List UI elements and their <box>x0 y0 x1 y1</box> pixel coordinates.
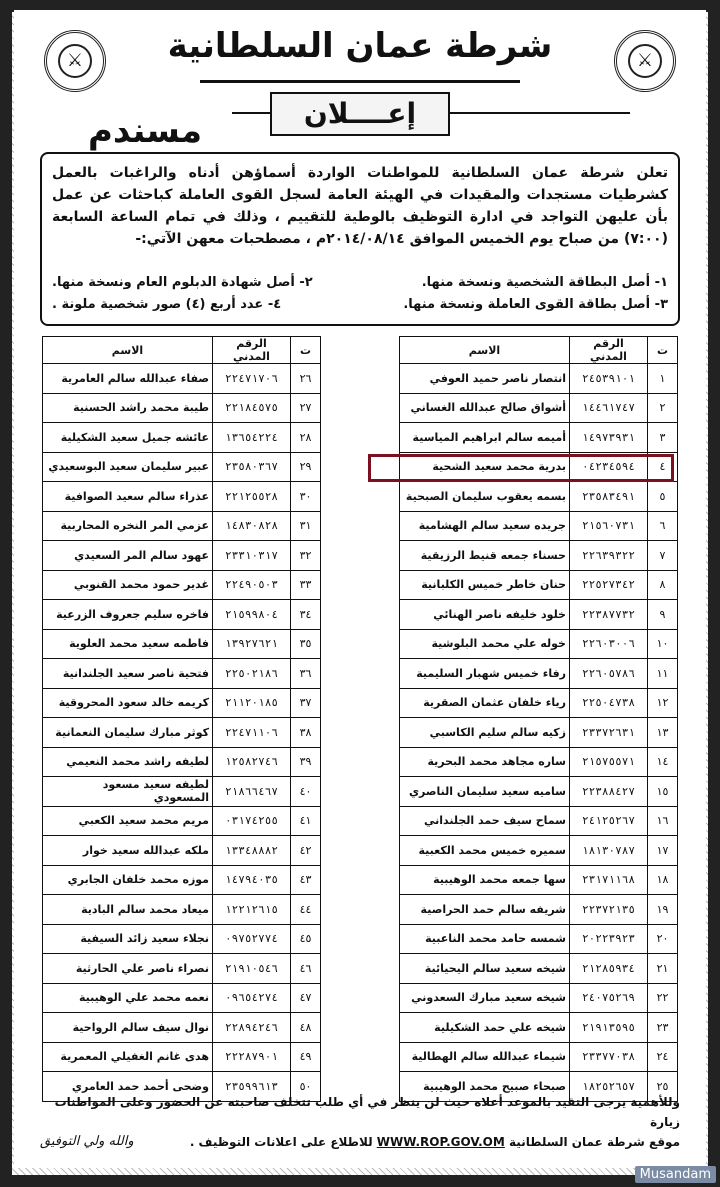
required-documents <box>52 272 668 316</box>
row-number: ٣٩ <box>291 747 321 777</box>
civil-number: ٢٢٢٨٧٩٠١ <box>213 1042 291 1072</box>
document-item: ٤- عدد أربع (٤) صور شخصية ملونة . <box>52 297 282 312</box>
table-row <box>43 600 321 630</box>
civil-number: ٢٢١٨٤٥٧٥ <box>213 393 291 423</box>
civil-number: ٢٢٦٣٩٣٢٢ <box>570 541 648 571</box>
person-name: وضحى أحمد حمد العامري <box>43 1072 213 1102</box>
table-row <box>43 747 321 777</box>
civil-number: ٢١٥٩٩٨٠٤ <box>213 600 291 630</box>
table-row <box>43 452 321 482</box>
table-row <box>43 688 321 718</box>
civil-number: ٢٤١٢٥٢٦٧ <box>570 806 648 836</box>
table-row <box>400 924 678 954</box>
person-name: كريمه خالد سعود المحروقية <box>43 688 213 718</box>
row-number: ٣٨ <box>291 718 321 748</box>
table-row <box>43 836 321 866</box>
civil-number: ٢٢٤٩٠٥٠٣ <box>213 570 291 600</box>
person-name: أشواق صالح عبدالله الغساني <box>400 393 570 423</box>
person-name: رياء خلفان عثمان الصقرية <box>400 688 570 718</box>
title-underline <box>200 80 520 83</box>
civil-number: ٢٠٢٢٣٩٢٣ <box>570 924 648 954</box>
footer-site-outro: للاطلاع على اعلانات التوظيف . <box>189 1135 373 1149</box>
table-row <box>400 364 678 394</box>
column-header-civil: الرقم المدني <box>213 337 291 364</box>
row-number: ٤٣ <box>291 865 321 895</box>
table-row <box>400 688 678 718</box>
civil-number: ٢٢١٢٥٥٢٨ <box>213 482 291 512</box>
row-number: ٣٣ <box>291 570 321 600</box>
person-name: شمسه حامد محمد الناعبية <box>400 924 570 954</box>
table-row <box>43 1042 321 1072</box>
civil-number: ١٨١٣٠٧٨٧ <box>570 836 648 866</box>
table-row <box>43 482 321 512</box>
civil-number: ١٣٦٥٤٢٢٤ <box>213 423 291 453</box>
row-number: ٤١ <box>291 806 321 836</box>
civil-number: ٢٤٥٣٩١٠١ <box>570 364 648 394</box>
row-number: ٤٨ <box>291 1013 321 1043</box>
person-name: جريده سعيد سالم الهشامية <box>400 511 570 541</box>
person-name: موزه محمد خلفان الجابري <box>43 865 213 895</box>
table-row <box>400 1042 678 1072</box>
table-row <box>43 924 321 954</box>
notice-paragraph: تعلن شرطة عمان السلطانية للمواطنات الواردة أسماؤهن أدناه والراغبات بالعمل كشرطيات مستجدات والمقيدات في الهيئة العامة لسجل القوى العاملة كباحثات عن عمل بأن عليهن التواجد في ادارة التوظيف بالوطية للتقييم ، وذلك في تمام الساعة السابعة (٧:٠٠) من صباح يوم الخميس الموافق ٢٠١٤/٠٨/١٤م ، مصطحبات معهن الآتي:- <box>52 165 668 247</box>
table-row <box>43 954 321 984</box>
row-number: ٢٣ <box>648 1013 678 1043</box>
website-link[interactable]: WWW.ROP.GOV.OM <box>376 1135 505 1149</box>
table-row <box>43 777 321 807</box>
table-row <box>400 570 678 600</box>
footer-site-intro: موقع شرطة عمان السلطانية <box>509 1135 680 1149</box>
documents-row <box>52 272 668 294</box>
table-row <box>43 895 321 925</box>
civil-number: ٢١١٢٠١٨٥ <box>213 688 291 718</box>
civil-number: ٢٣٥٨٣٤٩١ <box>570 482 648 512</box>
table-row <box>43 659 321 689</box>
row-number: ١ <box>648 364 678 394</box>
civil-number: ١٣٩٢٧٦٢١ <box>213 629 291 659</box>
announcement-heading: إعــــلان <box>270 92 450 136</box>
civil-number: ١٣٣٤٨٨٨٢ <box>213 836 291 866</box>
person-name: أميمه سالم ابراهيم المياسية <box>400 423 570 453</box>
row-number: ٢٥ <box>648 1072 678 1102</box>
person-name: انتصار ناصر حميد العوفي <box>400 364 570 394</box>
person-name: مريم محمد سعيد الكعبي <box>43 806 213 836</box>
row-number: ٧ <box>648 541 678 571</box>
column-header-name: الاسم <box>400 337 570 364</box>
civil-number: ٢٣٣٧٧٠٣٨ <box>570 1042 648 1072</box>
person-name: سميره خميس محمد الكعبية <box>400 836 570 866</box>
row-number: ٤٠ <box>291 777 321 807</box>
person-name: ملكه عبدالله سعيد خوار <box>43 836 213 866</box>
civil-number: ٢٢٨٩٤٢٤٦ <box>213 1013 291 1043</box>
civil-number: ٢٣٥٩٩٦١٣ <box>213 1072 291 1102</box>
table-row <box>400 541 678 571</box>
civil-number: ١٢٥٨٢٧٤٦ <box>213 747 291 777</box>
table-row <box>43 393 321 423</box>
civil-number: ١٤٩٧٣٩٣١ <box>570 423 648 453</box>
row-number: ٣ <box>648 423 678 453</box>
civil-number: ٢٢٤٧١١٠٦ <box>213 718 291 748</box>
row-number: ٤٩ <box>291 1042 321 1072</box>
row-number: ٢٧ <box>291 393 321 423</box>
row-number: ١٢ <box>648 688 678 718</box>
column-header-civil: الرقم المدني <box>570 337 648 364</box>
footer-line-2-text <box>190 1132 680 1152</box>
table-header-row <box>43 337 321 364</box>
table-row <box>400 836 678 866</box>
row-number: ٢ <box>648 393 678 423</box>
table-row <box>43 1013 321 1043</box>
row-number: ٢٤ <box>648 1042 678 1072</box>
row-number: ١٠ <box>648 629 678 659</box>
civil-number: ٢٣٥٨٠٣٦٧ <box>213 452 291 482</box>
table-row <box>43 423 321 453</box>
civil-number: ٢٢٣٧٢١٣٥ <box>570 895 648 925</box>
person-name: شيخه علي حمد الشكيلية <box>400 1013 570 1043</box>
row-number: ٢٠ <box>648 924 678 954</box>
table-row <box>43 718 321 748</box>
table-row <box>400 393 678 423</box>
person-name: زكيه سالم سليم الكاسبي <box>400 718 570 748</box>
person-name: نوال سيف سالم الرواحية <box>43 1013 213 1043</box>
row-number: ٥٠ <box>291 1072 321 1102</box>
rop-emblem-left <box>44 30 106 92</box>
person-name: عائشه جميل سعيد الشكيلية <box>43 423 213 453</box>
person-name: فتحية ناصر سعيد الجلندانية <box>43 659 213 689</box>
document-item: ٢- أصل شهادة الدبلوم العام ونسخة منها. <box>52 275 313 290</box>
row-number: ٣٤ <box>291 600 321 630</box>
row-number: ٢٢ <box>648 983 678 1013</box>
civil-number: ١٨٢٥٢٦٥٧ <box>570 1072 648 1102</box>
row-number: ١٤ <box>648 747 678 777</box>
person-name: غدير حمود محمد القنوبي <box>43 570 213 600</box>
region-label: مسندم <box>60 104 230 158</box>
table-row <box>400 777 678 807</box>
person-name: شيخه سعيد سالم اليحيائية <box>400 954 570 984</box>
table-row <box>400 423 678 453</box>
column-header-no: ت <box>648 337 678 364</box>
civil-number: ٢٣٣١٠٣١٧ <box>213 541 291 571</box>
civil-number: ٢١٥٧٥٥٧١ <box>570 747 648 777</box>
table-row <box>43 865 321 895</box>
row-number: ٢١ <box>648 954 678 984</box>
row-number: ١١ <box>648 659 678 689</box>
civil-number: ٢٤٠٧٥٢٦٩ <box>570 983 648 1013</box>
table-row <box>400 747 678 777</box>
row-number: ٢٦ <box>291 364 321 394</box>
table-row <box>43 541 321 571</box>
civil-number: ٢٢٣٨٨٤٢٧ <box>570 777 648 807</box>
civil-number: ١٤٧٩٤٠٣٥ <box>213 865 291 895</box>
person-name: هدى غانم الغفيلي المعمرية <box>43 1042 213 1072</box>
civil-number: ٢٢٥٢٧٣٤٢ <box>570 570 648 600</box>
person-name: خلود خليفه ناصر الهنائي <box>400 600 570 630</box>
names-table-right <box>399 336 678 1102</box>
closing-signature: والله ولي التوفيق <box>40 1134 134 1149</box>
row-number: ٤٤ <box>291 895 321 925</box>
person-name: بسمه يعقوب سليمان الصبحية <box>400 482 570 512</box>
person-name: صفاء عبدالله سالم العامرية <box>43 364 213 394</box>
civil-number: ٢٢٦٠٣٠٠٦ <box>570 629 648 659</box>
person-name: حنان خاطر خميس الكلبانية <box>400 570 570 600</box>
table-row <box>43 364 321 394</box>
table-row <box>400 600 678 630</box>
civil-number: ١٤٨٣٠٨٢٨ <box>213 511 291 541</box>
table-row <box>400 983 678 1013</box>
row-number: ٣١ <box>291 511 321 541</box>
footer-note <box>40 1092 680 1149</box>
row-number: ١٥ <box>648 777 678 807</box>
table-row <box>400 629 678 659</box>
person-name: شريفه سالم حمد الحراصية <box>400 895 570 925</box>
civil-number: ٢١٨٦٦٤٦٧ <box>213 777 291 807</box>
row-number: ١٧ <box>648 836 678 866</box>
notice-box <box>40 152 680 326</box>
person-name: خوله علي محمد البلوشية <box>400 629 570 659</box>
civil-number: ٢١٩١٣٥٩٥ <box>570 1013 648 1043</box>
row-number: ٣٠ <box>291 482 321 512</box>
crossed-swords-icon: ⚔ <box>58 44 92 78</box>
row-number: ٣٢ <box>291 541 321 571</box>
civil-number: ٢٢٦٠٥٧٨٦ <box>570 659 648 689</box>
names-table-left <box>42 336 321 1102</box>
row-number: ٤٢ <box>291 836 321 866</box>
person-name: فاطمه سعيد محمد العلوية <box>43 629 213 659</box>
person-name: صبحاء صبيح محمد الوهيبية <box>400 1072 570 1102</box>
row-number: ٨ <box>648 570 678 600</box>
table-row <box>400 1013 678 1043</box>
column-header-no: ت <box>291 337 321 364</box>
table-row <box>43 806 321 836</box>
table-row <box>400 718 678 748</box>
person-name: عزمي المر النخره المحاربية <box>43 511 213 541</box>
row-number: ٤٦ <box>291 954 321 984</box>
person-name: ساره مجاهد محمد البحرية <box>400 747 570 777</box>
person-name: سماح سيف حمد الجلنداني <box>400 806 570 836</box>
row-number: ١٣ <box>648 718 678 748</box>
row-number: ٣٥ <box>291 629 321 659</box>
civil-number: ٠٩٦٥٤٢٧٤ <box>213 983 291 1013</box>
civil-number: ٢٢٤٧١٧٠٦ <box>213 364 291 394</box>
civil-number: ٠٣١٧٤٢٥٥ <box>213 806 291 836</box>
documents-row <box>52 294 668 316</box>
civil-number: ٢١٢٨٥٩٣٤ <box>570 954 648 984</box>
table-row <box>400 806 678 836</box>
rop-emblem-right <box>614 30 676 92</box>
person-name: فاخره سليم جعروف الزرعية <box>43 600 213 630</box>
row-number: ٦ <box>648 511 678 541</box>
civil-number: ٠٤٢٣٤٥٩٤ <box>570 452 648 482</box>
person-name: شيماء عبدالله سالم الهطالية <box>400 1042 570 1072</box>
person-name: حسناء جمعه قنيط الرزيقية <box>400 541 570 571</box>
row-number: ٩ <box>648 600 678 630</box>
person-name: لطيفه سعيد مسعود المسعودي <box>43 777 213 807</box>
page-title: شرطة عمان السلطانية <box>167 26 553 66</box>
person-name: عذراء سالم سعيد الصوافية <box>43 482 213 512</box>
row-number: ٥ <box>648 482 678 512</box>
column-header-name: الاسم <box>43 337 213 364</box>
person-name: نعمه محمد علي الوهيبية <box>43 983 213 1013</box>
crossed-swords-icon: ⚔ <box>628 44 662 78</box>
table-row <box>43 570 321 600</box>
person-name: كوثر مبارك سليمان النعمانية <box>43 718 213 748</box>
table-row <box>400 511 678 541</box>
table-row <box>400 865 678 895</box>
person-name: طيبة محمد راشد الحسنية <box>43 393 213 423</box>
table-row <box>400 954 678 984</box>
person-name: بدرية محمد سعيد الشحية <box>400 452 570 482</box>
row-number: ٢٨ <box>291 423 321 453</box>
person-name: رفاء خميس شهبار السليمية <box>400 659 570 689</box>
person-name: سها جمعه محمد الوهيبية <box>400 865 570 895</box>
person-name: لطيفه راشد محمد النعيمي <box>43 747 213 777</box>
civil-number: ١٤٤٦١٧٤٧ <box>570 393 648 423</box>
row-number: ١٨ <box>648 865 678 895</box>
civil-number: ٢٢٣٨٧٧٣٢ <box>570 600 648 630</box>
document-item: ١- أصل البطاقة الشخصية ونسخة منها. <box>421 275 668 290</box>
row-number: ٣٦ <box>291 659 321 689</box>
table-row <box>400 895 678 925</box>
divider <box>450 112 630 114</box>
table-row <box>400 482 678 512</box>
watermark: Musandam <box>635 1166 716 1183</box>
table-row <box>43 511 321 541</box>
civil-number: ١٢٢١٢٦١٥ <box>213 895 291 925</box>
person-name: نصراء ناصر علي الحارثية <box>43 954 213 984</box>
row-number: ٤٥ <box>291 924 321 954</box>
table-row <box>400 659 678 689</box>
row-number: ٢٩ <box>291 452 321 482</box>
civil-number: ٢١٥٦٠٧٣١ <box>570 511 648 541</box>
footer-line-1: وللأهمية يرجى التقيد بالموعد أعلاه حيث لن ينظر في أي طلب تتخلف صاحبته عن الحضور وعلى المواطنات زيارة <box>54 1095 680 1129</box>
document-item: ٣- أصل بطاقة القوى العاملة ونسخة منها. <box>403 297 668 312</box>
person-name: عهود سالم المر السعيدي <box>43 541 213 571</box>
table-row <box>43 983 321 1013</box>
person-name: شيخه سعيد مبارك السعدوني <box>400 983 570 1013</box>
row-number: ١٦ <box>648 806 678 836</box>
highlighted-row-box <box>368 454 674 482</box>
person-name: عبير سليمان سعيد البوسعيدي <box>43 452 213 482</box>
row-number: ٤ <box>648 452 678 482</box>
civil-number: ٢٣١٧١١٦٨ <box>570 865 648 895</box>
person-name: ميعاد محمد سالم البادية <box>43 895 213 925</box>
person-name: نجلاء سعيد زائد السيفية <box>43 924 213 954</box>
row-number: ٣٧ <box>291 688 321 718</box>
row-number: ١٩ <box>648 895 678 925</box>
person-name: ساميه سعيد سليمان الناصري <box>400 777 570 807</box>
civil-number: ٢٣٣٧٢٦٣١ <box>570 718 648 748</box>
civil-number: ٢٢٥٠٢١٨٦ <box>213 659 291 689</box>
table-row <box>43 629 321 659</box>
civil-number: ٠٩٧٥٢٧٧٤ <box>213 924 291 954</box>
table-header-row <box>400 337 678 364</box>
row-number: ٤٧ <box>291 983 321 1013</box>
civil-number: ٢٢٥٠٤٧٣٨ <box>570 688 648 718</box>
civil-number: ٢١٩١٠٥٤٦ <box>213 954 291 984</box>
footer-line-2 <box>40 1132 680 1152</box>
